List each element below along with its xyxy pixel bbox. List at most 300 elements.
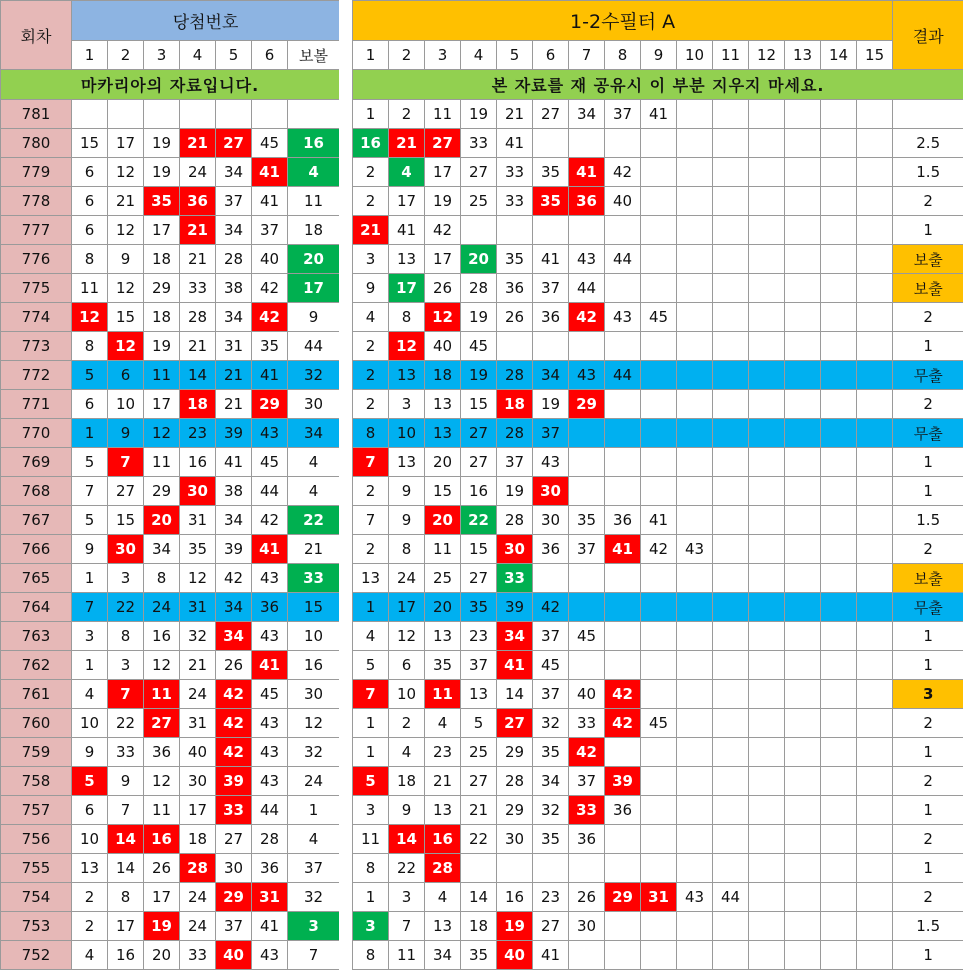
filter-number-cell: 22 [389,854,425,883]
filter-number-cell: 7 [353,506,389,535]
winning-col-header: 1 [72,41,108,70]
filter-number-cell [713,448,749,477]
winning-number-cell: 7 [72,593,108,622]
filter-number-cell: 10 [389,419,425,448]
round-cell: 752 [1,941,72,970]
filter-number-cell: 16 [353,129,389,158]
filter-number-cell [785,796,821,825]
filter-number-cell: 35 [533,158,569,187]
filter-number-cell: 41 [497,129,533,158]
filter-number-cell: 36 [569,187,605,216]
winning-number-cell: 42 [216,564,252,593]
filter-number-cell [857,941,893,970]
winning-number-cell: 1 [288,796,340,825]
filter-number-cell [713,825,749,854]
table-divider [339,0,352,971]
filter-number-cell: 39 [497,593,533,622]
winning-number-cell: 18 [144,245,180,274]
winning-number-cell: 6 [72,187,108,216]
winning-number-cell: 27 [216,129,252,158]
filter-number-cell: 17 [389,274,425,303]
round-cell: 763 [1,622,72,651]
filter-number-cell: 2 [353,187,389,216]
table-row [1,216,340,245]
winning-number-cell: 6 [72,390,108,419]
result-cell: 2 [893,303,963,332]
result-cell: 1.5 [893,158,963,187]
filter-number-cell: 11 [425,680,461,709]
winning-number-cell: 41 [252,651,288,680]
table-row [353,854,963,883]
filter-number-cell [461,854,497,883]
round-cell: 773 [1,332,72,361]
filter-number-cell: 42 [533,593,569,622]
winning-number-cell: 43 [252,709,288,738]
result-cell: 1 [893,477,963,506]
filter-number-cell: 27 [497,709,533,738]
filter-number-cell [677,448,713,477]
winning-number-cell: 39 [216,419,252,448]
filter-col-header: 9 [641,41,677,70]
filter-number-cell [857,187,893,216]
filter-number-cell: 43 [569,245,605,274]
filter-number-cell: 25 [425,564,461,593]
winning-number-cell: 4 [288,448,340,477]
winning-number-cell: 8 [144,564,180,593]
result-cell: 2 [893,187,963,216]
filter-number-cell: 2 [389,100,425,129]
filter-number-cell: 23 [461,622,497,651]
table-row [1,622,340,651]
filter-number-cell [821,158,857,187]
filter-number-cell: 35 [461,593,497,622]
filter-number-cell: 9 [389,477,425,506]
filter-number-cell: 2 [353,477,389,506]
winning-col-header: 6 [252,41,288,70]
winning-number-cell: 42 [252,506,288,535]
winning-number-cell: 32 [288,361,340,390]
filter-number-cell [677,158,713,187]
winning-number-cell: 34 [144,535,180,564]
round-cell: 762 [1,651,72,680]
filter-number-cell [677,216,713,245]
filter-number-cell: 3 [353,245,389,274]
filter-number-cell [677,651,713,680]
filter-number-cell [569,593,605,622]
filter-number-cell [605,274,641,303]
filter-col-header: 4 [461,41,497,70]
round-cell: 770 [1,419,72,448]
filter-number-cell: 41 [533,245,569,274]
result-cell: 2 [893,767,963,796]
result-cell [893,100,963,129]
filter-number-cell: 13 [389,361,425,390]
winning-number-cell: 36 [252,593,288,622]
filter-number-cell [641,593,677,622]
round-cell: 779 [1,158,72,187]
winning-number-cell: 43 [252,941,288,970]
round-cell: 781 [1,100,72,129]
result-cell: 1 [893,651,963,680]
filter-number-cell [785,216,821,245]
filter-number-cell [713,506,749,535]
winning-number-cell: 17 [108,912,144,941]
filter-number-cell: 15 [461,535,497,564]
result-cell: 무출 [893,361,963,390]
filter-number-cell [749,593,785,622]
filter-number-cell: 13 [425,796,461,825]
filter-number-cell: 37 [533,622,569,651]
filter-number-cell: 8 [353,941,389,970]
filter-number-cell [821,332,857,361]
filter-number-cell [821,622,857,651]
winning-number-cell: 17 [144,390,180,419]
filter-number-cell: 4 [353,303,389,332]
winning-number-cell: 33 [216,796,252,825]
filter-number-cell [497,854,533,883]
filter-number-cell [857,564,893,593]
table-row [1,506,340,535]
filter-number-cell [641,477,677,506]
result-cell: 1.5 [893,912,963,941]
filter-col-header: 10 [677,41,713,70]
filter-number-cell: 21 [461,796,497,825]
filter-number-cell [605,738,641,767]
winning-numbers-header: 당첨번호 [72,1,340,41]
filter-number-cell: 4 [425,709,461,738]
filter-number-cell: 28 [497,419,533,448]
winning-number-cell [288,100,340,129]
round-cell: 756 [1,825,72,854]
winning-number-cell: 11 [144,448,180,477]
filter-number-cell [713,738,749,767]
filter-number-cell [677,332,713,361]
winning-number-cell: 21 [180,332,216,361]
filter-number-cell [749,448,785,477]
winning-number-cell: 7 [108,796,144,825]
filter-number-cell [821,825,857,854]
winning-number-cell: 16 [288,651,340,680]
filter-number-cell: 35 [569,506,605,535]
filter-number-cell [677,796,713,825]
filter-number-cell: 14 [389,825,425,854]
winning-col-header: 2 [108,41,144,70]
filter-number-cell: 37 [569,535,605,564]
winning-number-cell: 17 [288,274,340,303]
filter-number-cell: 33 [497,187,533,216]
filter-number-cell: 7 [389,912,425,941]
filter-number-cell: 5 [353,651,389,680]
filter-number-cell: 44 [569,274,605,303]
filter-number-cell [713,274,749,303]
table-row [1,100,340,129]
filter-number-cell [857,361,893,390]
filter-number-cell: 12 [389,622,425,651]
filter-number-cell: 9 [353,274,389,303]
filter-number-cell: 27 [461,767,497,796]
filter-number-cell [713,158,749,187]
result-cell: 2 [893,883,963,912]
filter-number-cell: 18 [461,912,497,941]
filter-number-cell [749,129,785,158]
winning-number-cell: 34 [216,158,252,187]
filter-number-cell: 35 [533,825,569,854]
winning-number-cell [180,100,216,129]
filter-number-cell: 17 [425,245,461,274]
filter-number-cell [785,912,821,941]
table-row [353,767,963,796]
filter-number-cell: 21 [389,129,425,158]
filter-col-header: 6 [533,41,569,70]
filter-number-cell: 30 [533,477,569,506]
winning-number-cell: 3 [108,564,144,593]
winning-number-cell: 19 [144,129,180,158]
filter-number-cell [641,332,677,361]
filter-number-cell [785,187,821,216]
filter-number-cell [641,129,677,158]
filter-col-header: 7 [569,41,605,70]
filter-number-cell: 13 [461,680,497,709]
filter-number-cell [749,912,785,941]
winning-number-cell: 21 [180,245,216,274]
winning-number-cell: 36 [180,187,216,216]
filter-number-cell [749,535,785,564]
table-row [1,245,340,274]
winning-number-cell: 34 [288,419,340,448]
filter-number-cell [785,361,821,390]
filter-number-cell: 39 [605,767,641,796]
winning-number-cell: 15 [288,593,340,622]
filter-number-cell [749,303,785,332]
filter-number-cell: 3 [353,912,389,941]
filter-number-cell [569,332,605,361]
filter-number-cell: 28 [497,767,533,796]
filter-number-cell [749,274,785,303]
filter-col-header: 5 [497,41,533,70]
filter-number-cell: 23 [533,883,569,912]
filter-number-cell: 19 [497,477,533,506]
filter-number-cell [677,825,713,854]
filter-number-cell [821,593,857,622]
filter-number-cell [713,187,749,216]
filter-number-cell [749,825,785,854]
filter-number-cell: 13 [353,564,389,593]
table-row [353,100,963,129]
winning-number-cell: 7 [72,477,108,506]
winning-number-cell: 17 [144,216,180,245]
filter-number-cell: 31 [641,883,677,912]
filter-number-cell [749,158,785,187]
filter-number-cell: 29 [497,738,533,767]
table-row [1,767,340,796]
filter-number-cell: 34 [533,361,569,390]
filter-number-cell [677,506,713,535]
winning-number-cell: 12 [72,303,108,332]
filter-number-cell [605,593,641,622]
filter-number-cell: 45 [461,332,497,361]
filter-number-cell: 37 [605,100,641,129]
round-cell: 766 [1,535,72,564]
filter-number-cell [677,419,713,448]
filter-number-cell: 14 [497,680,533,709]
filter-number-cell [713,854,749,883]
table-row [1,303,340,332]
winning-number-cell: 32 [180,622,216,651]
filter-number-cell [713,390,749,419]
winning-number-cell: 39 [216,767,252,796]
filter-number-cell [785,448,821,477]
winning-number-cell: 30 [216,854,252,883]
winning-number-cell: 33 [288,564,340,593]
winning-number-cell: 43 [252,564,288,593]
filter-number-cell: 6 [389,651,425,680]
table-row [353,216,963,245]
filter-number-cell [857,332,893,361]
winning-number-cell: 2 [72,912,108,941]
round-cell: 754 [1,883,72,912]
table-row [1,883,340,912]
filter-number-cell [641,158,677,187]
round-cell: 767 [1,506,72,535]
filter-number-cell [785,767,821,796]
table-row [1,448,340,477]
winning-number-cell: 4 [72,941,108,970]
result-cell: 2 [893,535,963,564]
filter-number-cell [857,390,893,419]
filter-number-cell: 8 [353,854,389,883]
filter-number-cell: 36 [605,506,641,535]
filter-number-cell [641,825,677,854]
winning-number-cell: 18 [144,303,180,332]
table-row [1,651,340,680]
winning-number-cell: 23 [180,419,216,448]
table-row [353,245,963,274]
filter-number-cell [641,651,677,680]
winning-number-cell: 24 [180,912,216,941]
filter-number-cell [821,651,857,680]
winning-number-cell: 16 [180,448,216,477]
winning-number-cell: 9 [288,303,340,332]
winning-number-cell: 12 [144,651,180,680]
table-row [1,158,340,187]
filter-number-cell [857,709,893,738]
filter-number-cell [713,622,749,651]
filter-number-cell: 20 [461,245,497,274]
winning-number-cell: 13 [72,854,108,883]
filter-number-cell [857,419,893,448]
filter-number-cell [605,941,641,970]
filter-number-cell [857,593,893,622]
filter-number-cell: 37 [461,651,497,680]
filter-number-cell: 2 [353,158,389,187]
filter-number-cell [713,941,749,970]
winning-number-cell: 44 [252,477,288,506]
filter-number-cell [857,854,893,883]
filter-number-cell: 41 [497,651,533,680]
filter-number-cell [569,941,605,970]
winning-number-cell: 26 [144,854,180,883]
winning-number-cell: 1 [72,564,108,593]
filter-number-cell [749,738,785,767]
winning-number-cell: 37 [252,216,288,245]
winning-number-cell: 30 [180,477,216,506]
winning-number-cell: 5 [72,767,108,796]
filter-number-cell [749,187,785,216]
result-cell: 1 [893,941,963,970]
filter-number-cell [857,245,893,274]
round-header: 회차 [1,1,72,70]
filter-number-cell [785,709,821,738]
result-cell: 보출 [893,564,963,593]
result-cell: 3 [893,680,963,709]
filter-number-cell [605,854,641,883]
filter-number-cell [677,274,713,303]
filter-number-cell: 42 [605,680,641,709]
winning-number-cell: 7 [288,941,340,970]
filter-number-cell [533,129,569,158]
winning-number-cell: 27 [144,709,180,738]
winning-number-cell: 27 [216,825,252,854]
winning-number-cell: 12 [108,274,144,303]
filter-number-cell: 1 [353,709,389,738]
winning-number-cell: 5 [72,361,108,390]
filter-number-cell: 13 [389,448,425,477]
filter-number-cell [641,274,677,303]
filter-number-cell: 4 [353,622,389,651]
notice-left: 마카리아의 자료입니다. [1,70,340,100]
filter-number-cell: 30 [497,535,533,564]
filter-number-cell: 20 [425,593,461,622]
winning-number-cell: 34 [216,303,252,332]
filter-number-cell [857,506,893,535]
table-row [1,274,340,303]
winning-number-cell: 9 [72,738,108,767]
winning-number-cell: 17 [180,796,216,825]
winning-numbers-table [0,0,340,970]
winning-number-cell: 44 [288,332,340,361]
filter-number-cell [713,332,749,361]
winning-number-cell: 16 [108,941,144,970]
winning-number-cell: 28 [216,245,252,274]
winning-number-cell: 40 [216,941,252,970]
filter-number-cell [641,767,677,796]
table-row [1,332,340,361]
filter-number-cell: 17 [425,158,461,187]
filter-number-cell [857,651,893,680]
winning-number-cell: 26 [216,651,252,680]
filter-number-cell: 8 [389,303,425,332]
filter-number-cell: 2 [353,361,389,390]
filter-number-cell [821,738,857,767]
winning-number-cell: 41 [216,448,252,477]
filter-number-cell: 30 [569,912,605,941]
filter-number-cell: 18 [389,767,425,796]
filter-number-cell: 26 [497,303,533,332]
result-cell: 무출 [893,593,963,622]
winning-number-cell: 12 [144,767,180,796]
winning-number-cell: 30 [108,535,144,564]
winning-number-cell: 31 [252,883,288,912]
filter-number-cell: 27 [533,912,569,941]
filter-number-cell: 12 [389,332,425,361]
filter-number-cell [641,448,677,477]
table-row [353,738,963,767]
round-cell: 772 [1,361,72,390]
winning-number-cell: 16 [144,622,180,651]
filter-number-cell: 25 [461,187,497,216]
table-row [1,419,340,448]
winning-number-cell: 7 [108,680,144,709]
